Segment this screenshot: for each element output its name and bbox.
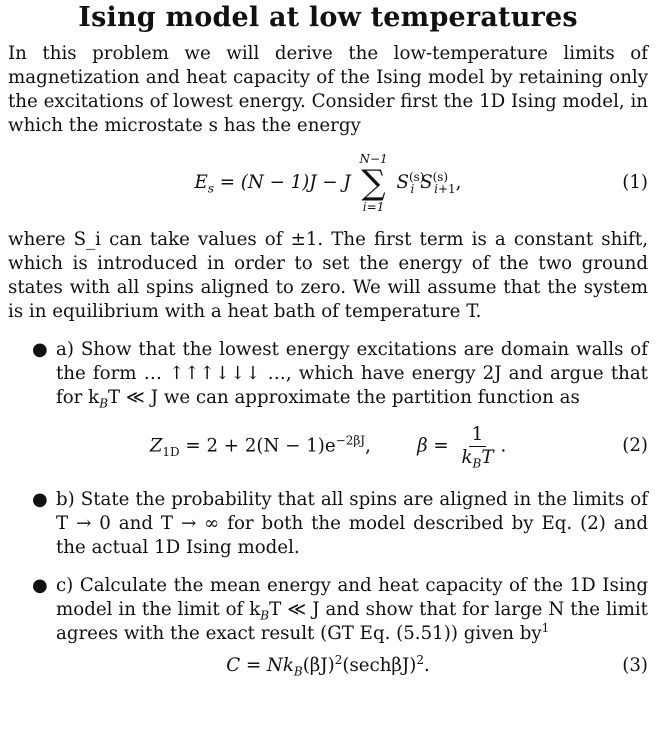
fraction: $\frac{1}{k_BT}$ <box>461 423 494 471</box>
document-page <box>8 2 648 680</box>
bullet-icon: ● <box>32 339 48 360</box>
equation-number-1: (1) <box>622 172 648 193</box>
problem-list <box>8 338 648 680</box>
eq1-formula: $E_s = (N - 1)J - J$ N−1 ∑ i=1 $S^{(s)}_i$ $S^{(s)}_{i+1}$, <box>194 152 462 214</box>
after-eq1-paragraph: where S_i can take values of ±1. The first term is a constant shift, which is introduced in order to set the energy of the two ground states with all spins aligned to zero. We will assume that the system is in equilibrium with a heat bath of temperature T. <box>8 229 648 322</box>
equation-number-2: (2) <box>622 435 648 456</box>
intro-paragraph: In this problem we will derive the low-temperature limits of magnetization and heat capacity of the Ising model by retaining only the excitations of lowest energy. Consider first the 1D Ising model, in which the microstate s has the energy <box>8 43 648 136</box>
bullet-icon: ● <box>32 575 48 596</box>
list-item-a: ● a) Show that the lowest energy excitations are domain walls of the form … ↑↑↑↓↓↓ …, which have energy 2J and argue that for $k_BT$ ≪ J we can approximate the partition function as $Z_{1D} = 2 + 2(N - 1)e^{-2\beta J}$, β = $\frac{1}{k_BT}$ . (2) <box>8 338 648 474</box>
summation: N−1 ∑ i=1 <box>359 152 388 214</box>
list-item-b: ● b) State the probability that all spins are aligned in the limits of T → 0 and T → ∞ for both the model described by Eq. (2) and the actual 1D Ising model. <box>32 489 648 558</box>
bullet-icon: ● <box>32 489 48 510</box>
list-item-c: ● c) Calculate the mean energy and heat capacity of the 1D Ising model in the limit of $k_BT$ ≪ J and show that for large N the limit agrees with the exact result (GT Eq. (5.51)) given $by^1$ $C = Nk_B(\beta J)^2(\sec h\beta J)^2$. (3) <box>8 574 648 680</box>
equation-3 <box>8 652 648 680</box>
page-title: Ising model at low temperatures <box>78 2 578 33</box>
eq3-formula: $C = Nk_B(\beta J)^2(\sec h\beta J)^2$. <box>226 652 430 679</box>
equation-number-3: (3) <box>622 655 648 676</box>
equation-2 <box>8 418 648 474</box>
eq2-formula: $Z_{1D} = 2 + 2(N - 1)e^{-2\beta J}$, β = $\frac{1}{k_BT}$ . <box>149 423 507 471</box>
equation-1 <box>8 144 648 222</box>
